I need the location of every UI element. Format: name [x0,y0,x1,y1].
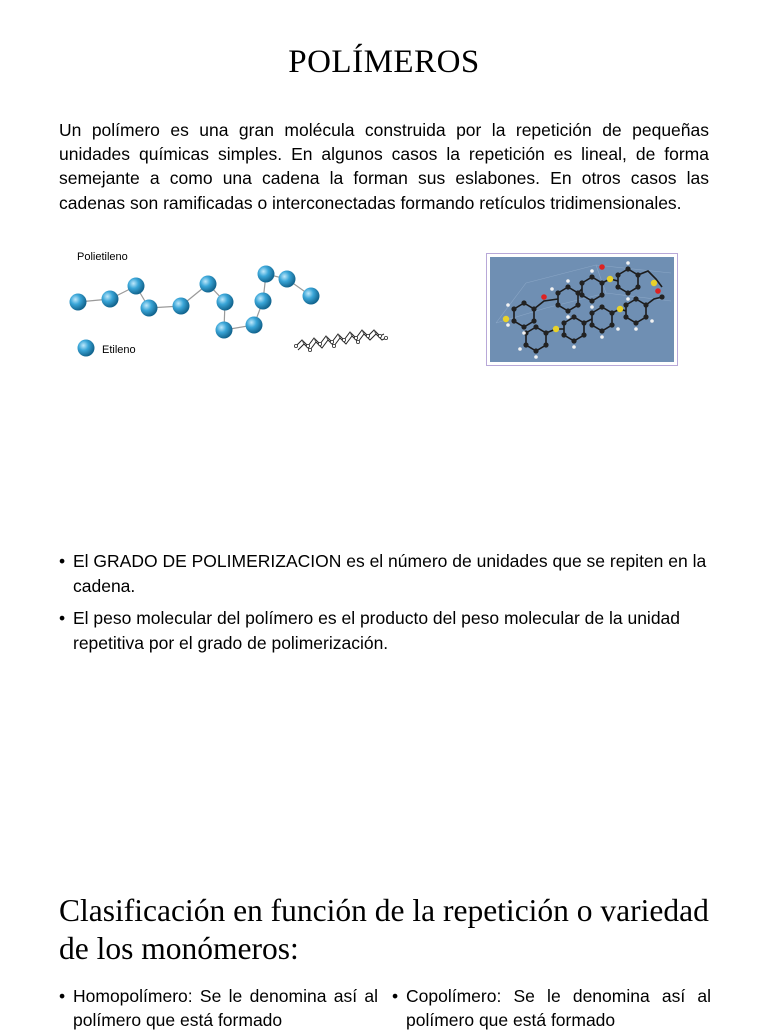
ethylene-beads [70,266,320,357]
polyethylene-label: Polietileno [77,251,128,263]
bead [303,288,320,305]
hydrocarbon-chain-icon [294,330,387,352]
section-heading: Clasificación en función de la repetición o variedad de los monómeros: [59,893,709,966]
homopolymer-text: Homopolímero: Se le denomina así al polímero que está formado [73,986,378,1030]
bullet-text: El GRADO DE POLIMERIZACION es el número de unidades que se repiten en la cadena. [73,551,707,596]
classification-columns [59,984,711,1032]
column-left [59,984,378,1032]
page-title: POLÍMEROS [288,44,480,80]
bead [216,322,233,339]
copolymer-text: Copolímero: Se le denomina así al polímero que está formado [406,986,711,1030]
bullet-mark: • [59,551,66,571]
list-item [59,606,719,655]
bead [258,266,275,283]
molecular-model-image [486,253,678,366]
bead [173,298,190,315]
column-right [392,984,711,1032]
bead [255,293,272,310]
bead [279,271,296,288]
bead [128,278,145,295]
bullet-text: El peso molecular del polímero es el producto del peso molecular de la unidad repetitiva por el grado de polimerización. [73,608,681,653]
bullet-list [59,549,719,663]
ethylene-label: Etileno [102,344,136,356]
bullet-mark: • [59,986,66,1006]
legend-bead [78,340,95,357]
bead [141,300,158,317]
bullet-mark: • [392,986,399,1006]
bead [200,276,217,293]
polyethylene-figure [66,246,396,362]
bead [70,294,87,311]
bullet-mark: • [59,608,66,628]
bead [217,294,234,311]
bead [102,291,119,308]
intro-paragraph: Un polímero es una gran molécula construida por la repetición de pequeñas unidades químicas simples. En algunos casos la repetición es lineal, de forma semejante a como una cadena la forman sus eslabones. En otros casos las cadenas son ramificadas o interconectadas formando retículos tridimensionales. [59,120,709,213]
list-item [59,549,719,598]
bead [246,317,263,334]
